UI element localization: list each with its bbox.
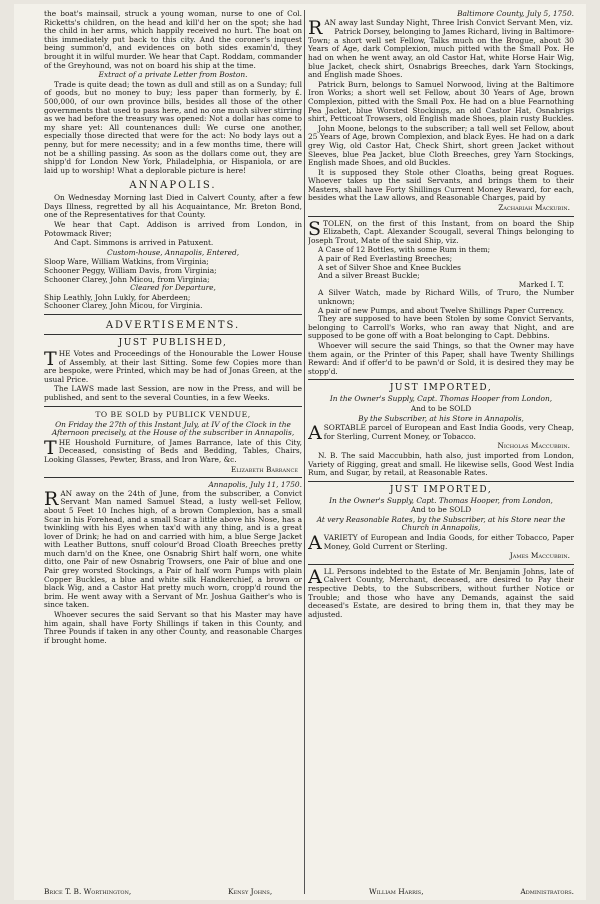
to-be-sold-line: And to be SOLD bbox=[410, 403, 472, 413]
stolen-items-list bbox=[308, 246, 574, 315]
annapolis-arrival-addison: We hear that Capt. Addison is arrived from London, in Potowmack River; bbox=[44, 220, 302, 238]
just-imported-heading: JUST IMPORTED, bbox=[389, 383, 493, 394]
stolen-item: A set of Silver Shoe and Knee Buckles bbox=[318, 262, 461, 272]
entered-ships-list bbox=[44, 258, 302, 284]
advertisements-heading: ADVERTISEMENTS. bbox=[105, 320, 241, 331]
boston-letter: Trade is quite dead; the town as dull and still as on a Sunday; full of goods, but no money to buy; less paper than formerly, by £. 500,000, of our own province bills, besides all those of the other governments that used to pass here, and no one much silver stirring as we had before the treasury was opened: Not a dollar has come to my share yet: All countenances dull: We curse one another, especially those directed that were for the act: No body lays out a penny, but for mere necessity; and in a few months time, there will not be a shilling passing. As soon as the dollars come out, they are shipp'd for London New York, Philadelphia, or Hispaniola, or are laid up to worship! What a deplorable picture is here! bbox=[44, 79, 302, 175]
stolen-mark: Marked I. T. bbox=[518, 279, 564, 289]
divider bbox=[308, 481, 574, 482]
footer-name: William Harris, bbox=[368, 887, 424, 896]
runaway-patrick-burn: Patrick Burn, belongs to Samuel Norwood, living at the Baltimore Iron Works; a short well set Fellow, about 30 Years of Age, brown Complexion, pitted with the Small Pox. He had on a blue Fearnothing Pea Jacket, blue Worsted Stockings, an old Castor Hat, Osnabrigs shirt, Petticoat Trowsers, old English made Shoes, plain rusty Buckles. bbox=[308, 79, 574, 124]
goods-ad: ASORTABLE parcel of European and East India Goods, very Cheap, for Sterling, Current Money, or Tobacco. bbox=[308, 422, 574, 445]
cleared-ship: Ship Leathly, John Lukly, for Aberdeen; bbox=[44, 292, 191, 302]
to-be-sold-line-2: And to be SOLD bbox=[410, 505, 472, 515]
divider bbox=[44, 477, 302, 478]
annapolis-death-notice: On Wednesday Morning last Died in Calvert County, after a few Days Illness, regretted by all his Acquaintance, Mr. Breton Bond, one of the Representatives for that County. bbox=[44, 193, 302, 220]
footer-name: Kensy Johns, bbox=[228, 887, 273, 896]
divider bbox=[308, 216, 574, 217]
vendue-date: On Friday the 27th of this Instant July, at IV of the Clock in the Afternoon precisely, at the House of the subscriber in Annapolis, bbox=[51, 419, 295, 438]
stolen-item: A pair of new Pumps, and about Twelve Shillings Paper Currency. bbox=[318, 305, 565, 315]
vendue-heading: TO BE SOLD by PUBLICK VENDUE, bbox=[95, 409, 251, 419]
cleared-heading: Cleared for Departure, bbox=[130, 283, 216, 293]
stolen-item: A pair of Red Everlasting Breeches; bbox=[318, 254, 453, 264]
imported-ship-line-2: In the Owner's Supply, Capt. Thomas Hooper, from London, bbox=[329, 495, 553, 505]
by-subscriber-line-2: At very Reasonable Rates, by the Subscriber, at his Store near the Church in Annapolis, bbox=[316, 514, 566, 533]
stolen-item: A Case of 12 Bottles, with some Rum in them; bbox=[318, 245, 491, 255]
runaway-ad: RAN away on the 24th of June, from the subscriber, a Convict Servant Man named Samuel Stead, a lusty well-set Fellow, about 5 Feet 10 Inches high, of a brown Complexion, has a small Scar in his Forehead, and a small Scar a little above his Nose, has a twinkling with his Eyes when tax'd with any thing, and is a great lover of Drink; he had on and carried with him, a blue Serge Jacket with Leather Buttons, snuff colour'd Broad Cloath Breeches pretty much darn'd on the Knee, one Osnabrig Shirt half worn, one white ditto, one Pair of new Osnabrig Trowsers, one Pair of blue and one Pair grey worsted Stockings, a Pair of half worn Pumps with plain Copper Buckles, a blue and white silk Handkerchief, a brown or black Wig, and a Castor Hat pretty much worn, cropp'd round the brim. He went away with a Servant of Mr. Joshua Gaither's who is since taken. bbox=[44, 487, 302, 610]
left-column bbox=[44, 10, 302, 896]
by-subscriber-line: By the Subscriber, at his Store in Annapolis, bbox=[358, 413, 524, 423]
entered-ship: Schooner Peggy, William Davis, from Virginia; bbox=[44, 266, 217, 276]
divider bbox=[44, 406, 302, 407]
just-imported-heading-2: JUST IMPORTED, bbox=[389, 484, 493, 495]
boston-letter-heading: Extract of a private Letter from Boston. bbox=[98, 70, 248, 80]
column-divider bbox=[304, 10, 305, 894]
entered-ship: Sloop Ware, William Watkins, from Virginia; bbox=[44, 257, 209, 267]
custom-house-heading: Custom-house, Annapolis, Entered, bbox=[106, 247, 240, 257]
baltimore-runaway-intro: RAN away last Sunday Night, Three Irish Convict Servant Men, viz. bbox=[308, 16, 573, 39]
runaway-john-moone: John Moone, belongs to the subscriber; a tall well set Fellow, about 25 Years of Age, brown Complexion, and black Eyes. He had on a dark grey Wig, old Castor Hat, Check Shirt, short green Jacket without Sleeves, blue Pea Jacket, blue Cloth Breeches, grey Yarn Stockings, English made Shoes, and old Buckles. bbox=[308, 123, 574, 168]
divider bbox=[308, 564, 574, 565]
boat-accident-paragraph: the boat's mainsail, struck a young woman, nurse to one of Col. Ricketts's children, on the head and kill'd her on the spot; she had the child in her arms, which happily received no hurt. The boat on this immediately put back to this city. And the coroner's inquest being summon'd, and evidences on both sides examin'd, they brought it in wilful murder. We hear that Capt. Roddam, commander of the Greyhound, was not on board his ship at the time. bbox=[44, 10, 302, 70]
votes-proceedings-ad: THE Votes and Proceedings of the Honourable the Lower House of Assembly, at their last Sitting. Some few Copies more than are bespoke, were Printed, which may be had of Jonas Green, at the usual Price. bbox=[44, 348, 302, 384]
stolen-suspects: They are supposed to have been Stolen by some Convict Servants, belonging to Carroll's Works, who ran away that Night, and are supposed to be gone off with a Boat belonging to Capt. Debbins. bbox=[308, 314, 574, 341]
divider bbox=[308, 379, 574, 380]
stolen-item: A Silver Watch, made by Richard Wills, of Truro, the Number unknown; bbox=[318, 288, 574, 306]
divider bbox=[44, 314, 302, 315]
divider bbox=[44, 334, 302, 335]
newspaper-page bbox=[14, 4, 586, 900]
vendue-signature: Elizabeth Barrance bbox=[230, 464, 298, 474]
estate-notice: ALL Persons indebted to the Estate of Mr. Benjamin Johns, late of Calvert County, Merchant, deceased, are desired to Pay their respective Debts, to the Subscribers, without further Notice or Trouble; and those who have any Demands, against the said deceased's Estate, are desired to bring them in, that they may be adjusted. bbox=[308, 565, 574, 619]
runaway-date: Annapolis, July 11, 1750. bbox=[208, 480, 302, 490]
stolen-reward: Whoever will secure the said Things, so that the Owner may have them again, or the Printer of this Paper, shall have Twenty Shillings Reward: And if offer'd to be pawn'd or Sold, it is desired they may be stopp'd. bbox=[308, 340, 574, 376]
laws-ad: The LAWS made last Session, are now in the Press, and will be published, and sent to the several Counties, in a few Weeks. bbox=[44, 384, 302, 402]
administrators-footer bbox=[44, 887, 574, 896]
stolen-intro: STOLEN, on the first of this Instant, from on board the Ship Elizabeth, Capt. Alexander Scougall, several Things belonging to Joseph Trout, Mate of the said Ship, viz. bbox=[308, 217, 574, 245]
footer-name: Brice T. B. Worthington, bbox=[44, 887, 132, 896]
footer-administrators: Administrators. bbox=[520, 887, 574, 896]
just-published-heading: JUST PUBLISHED, bbox=[118, 338, 228, 348]
james-maccubbin-signature: James Maccubbin. bbox=[509, 551, 570, 561]
annapolis-heading: ANNAPOLIS. bbox=[129, 180, 217, 192]
entered-ship: Schooner Clarey, John Micou, from Virginia; bbox=[44, 274, 210, 284]
nicholas-maccubbin-signature: Nicholas Maccubbin. bbox=[497, 441, 570, 451]
cleared-ships-list bbox=[44, 294, 302, 311]
baltimore-date: Baltimore County, July 5, 1750. bbox=[457, 10, 574, 18]
cleared-ship: Schooner Clarey, John Micou, for Virginia. bbox=[44, 301, 203, 311]
variety-goods-ad: AVARIETY of European and India Goods, for either Tobacco, Paper Money, Gold Current or Sterling. bbox=[308, 532, 574, 555]
annapolis-arrival-simmons: And Capt. Simmons is arrived in Patuxent. bbox=[54, 238, 214, 248]
baltimore-signature: Zachariah Mackubin. bbox=[498, 203, 570, 213]
right-column bbox=[308, 10, 574, 896]
runaway-reward: Whoever secures the said Servant so that his Master may have him again, shall have Forty Shillings if taken in this County, and Three Pounds if taken in any other County, and reasonable Charges if brought home. bbox=[44, 610, 302, 645]
vendue-ad: THE Houshold Furniture, of James Barrance, late of this City, Deceased, consisting of Beds and Bedding, Tables, Chairs, Looking Glasses, Pewter, Brass, and Iron Ware, &c. bbox=[44, 436, 302, 464]
runaway-patrick-dorsey: Patrick Dorsey, belonging to James Richard, living in Baltimore-Town; a short well set Fellow, Talks much on the Brogue, about 30 Years of Age, dark Complexion, much pitted with the Small Pox. He had on when he went away, an old Castor Hat, white Horse Hair Wig, blue Jacket, check shirt, Osnabrigs Breeches, dark Yarn Stockings, and English made Shoes. bbox=[308, 27, 574, 80]
rigging-note: N. B. The said Maccubbin, hath also, just imported from London, Variety of Rigging, great and small. He likewise sells, Good West India Rum, and Sugar, by retail, at Reasonable Rates. bbox=[308, 450, 574, 478]
imported-ship-line: In the Owner's Supply, Capt. Thomas Hooper from London, bbox=[329, 394, 553, 404]
stolen-item: And a silver Breast Buckle; bbox=[318, 271, 420, 281]
baltimore-reward: It is supposed they Stole other Cloaths, being great Rogues. Whoever takes up the said Servants, and brings them to their Masters, shall have Forty Shillings Current Money Reward, for each, besides what the Law allows, and Reasonable Charges, paid by bbox=[308, 167, 574, 203]
